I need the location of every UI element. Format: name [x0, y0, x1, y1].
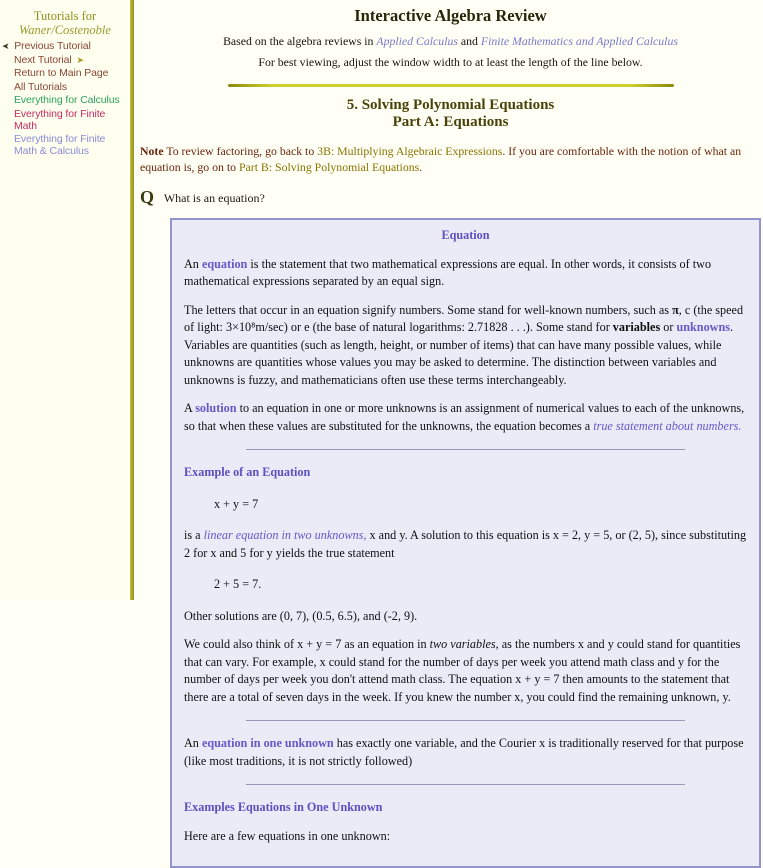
box-title: Equation	[441, 228, 490, 242]
section-heading-line2: Part A: Equations	[392, 114, 509, 130]
text-segment: An	[184, 736, 202, 750]
divider	[246, 449, 685, 450]
inline-link[interactable]: true statement about numbers.	[593, 418, 742, 433]
text-segment: to an equation in one or more unknowns is an assignment of numerical values to each of the unknowns, so that when these values are substituted for the unknowns, the equation becomes a	[184, 401, 745, 433]
inline-link[interactable]: Applied Calculus	[376, 34, 458, 48]
text-segment: The letters that occur in an equation signify numbers. Some stand for well-known numbers, such as	[184, 302, 673, 317]
sidebar-item-everything-finite-math[interactable]: Everything for Finite Math	[14, 107, 106, 132]
box-paragraph-1	[184, 256, 747, 291]
sidebar-item-return-main-page[interactable]: Return to Main Page	[14, 67, 109, 79]
question-line	[140, 187, 761, 208]
note-paragraph	[140, 144, 761, 175]
text-segment: and	[457, 34, 481, 48]
text-segment: We could also think of x + y = 7 as an equation in	[184, 637, 430, 651]
text-segment: To review factoring, go back to	[163, 144, 318, 158]
text-segment: is a	[184, 528, 204, 542]
question-text: What is an equation?	[163, 191, 265, 205]
sidebar-item-label: Next Tutorial	[14, 53, 72, 66]
text-segment: . If you are comfortable with the notion of what an equation is, go on to	[140, 144, 742, 174]
text-segment: x and y. A solution to this equation is x = 2, y = 5, or (2, 5), since substituting 2 for x and 5 for y yields the true statement	[184, 528, 747, 560]
sidebar-item-next-tutorial[interactable]	[14, 54, 128, 66]
inline-link[interactable]: Finite Mathematics and Applied Calculus	[480, 34, 678, 48]
text-segment: A	[184, 401, 196, 415]
equation-display-1: x + y = 7	[214, 496, 259, 511]
inline-link[interactable]: solution	[195, 401, 237, 415]
sidebar	[0, 0, 130, 600]
next-arrow-icon: ➤	[76, 54, 84, 65]
box-paragraph-3	[184, 400, 747, 435]
text-segment: or	[660, 320, 677, 334]
text-segment: Based on the algebra reviews in	[223, 34, 377, 48]
text-segment: variables	[612, 320, 661, 334]
divider	[246, 784, 685, 785]
text-segment: π	[672, 302, 679, 317]
text-segment: Other solutions are (0, 7), (0.5, 6.5), and (-2, 9).	[184, 608, 418, 623]
text-segment: Here are a few equations in one unknown:	[184, 828, 391, 843]
sidebar-nav	[0, 0, 130, 157]
text-segment: has exactly one variable, and the Courier x is traditionally reserved for that purpose (like most traditions, it is not strictly followed)	[184, 736, 744, 768]
example-heading: Example of an Equation	[184, 465, 311, 479]
sidebar-item-previous-tutorial[interactable]	[2, 40, 128, 52]
box-paragraph-5	[184, 608, 747, 626]
text-segment: two variables,	[429, 637, 499, 651]
inline-link[interactable]: Part B: Solving Polynomial Equations	[238, 159, 420, 174]
question-label: Q	[140, 187, 155, 207]
sidebar-item-everything-finite-math-calculus[interactable]: Everything for Finite Math & Calculus	[14, 133, 106, 157]
previous-arrow-icon: ➤	[2, 41, 10, 51]
equation-definition-box	[170, 218, 761, 868]
inline-link[interactable]: 3B: Multiplying Algebraic Expressions	[317, 144, 503, 158]
text-segment: . Variables are quantities (such as length, height, or number of items) that can have many possible values, while unknowns are quantities whose values you may be asked to determine. The distinction between variables and unknowns is fuzzy, and mathematicians often use these terms interchangeably.	[184, 320, 734, 387]
sidebar-item-everything-calculus[interactable]: Everything for Calculus	[14, 94, 120, 106]
inline-link[interactable]: unknowns	[676, 320, 730, 334]
page-title: Interactive Algebra Review	[354, 6, 547, 25]
box-paragraph-7	[184, 735, 747, 770]
text-segment: , c (the speed of light: 3×10⁸m/sec) or e (the base of natural logarithms: 2.71828 . . .). Some stand for	[184, 302, 744, 334]
sidebar-item-label: Previous Tutorial	[14, 40, 91, 52]
sidebar-title: Tutorials for	[33, 9, 97, 23]
inline-link[interactable]: linear equation in two unknowns,	[203, 528, 367, 542]
box-paragraph-6	[184, 636, 747, 706]
text-segment: Note	[140, 144, 164, 158]
section-heading-line1: 5. Solving Polynomial Equations	[346, 97, 555, 113]
box-paragraph-4	[184, 527, 747, 562]
examples-heading: Examples Equations in One Unknown	[184, 800, 383, 814]
box-paragraph-8	[184, 828, 747, 846]
sidebar-authors: Waner/Costenoble	[19, 23, 111, 37]
text-segment: as the numbers x and y could stand for quantities that can vary. For example, x could stand for the number of days per week you attend math class and y for the number of days per week you don't attend math class. The equation x + y = 7 then amounts to the statement that there are a total of seven days in the week. If you knew the number x, you could find the remaining unknown, y.	[184, 637, 741, 704]
inline-link[interactable]: equation	[201, 256, 248, 271]
yellow-rule	[228, 84, 674, 87]
text-segment: .	[419, 159, 423, 174]
divider	[246, 720, 685, 721]
subtitle	[140, 34, 761, 49]
text-segment: An	[184, 256, 202, 271]
sidebar-item-all-tutorials[interactable]: All Tutorials	[14, 80, 67, 93]
viewing-note: For best viewing, adjust the window width to at least the length of the line below.	[258, 55, 643, 69]
inline-link[interactable]: equation in one unknown	[201, 736, 334, 750]
equation-display-2: 2 + 5 = 7.	[214, 577, 262, 591]
box-paragraph-2	[184, 302, 747, 390]
section-heading	[140, 97, 761, 131]
main-content	[134, 0, 763, 843]
text-segment: is the statement that two mathematical expressions are equal. In other words, it consists of two mathematical expressions separated by an equal sign.	[184, 256, 712, 288]
